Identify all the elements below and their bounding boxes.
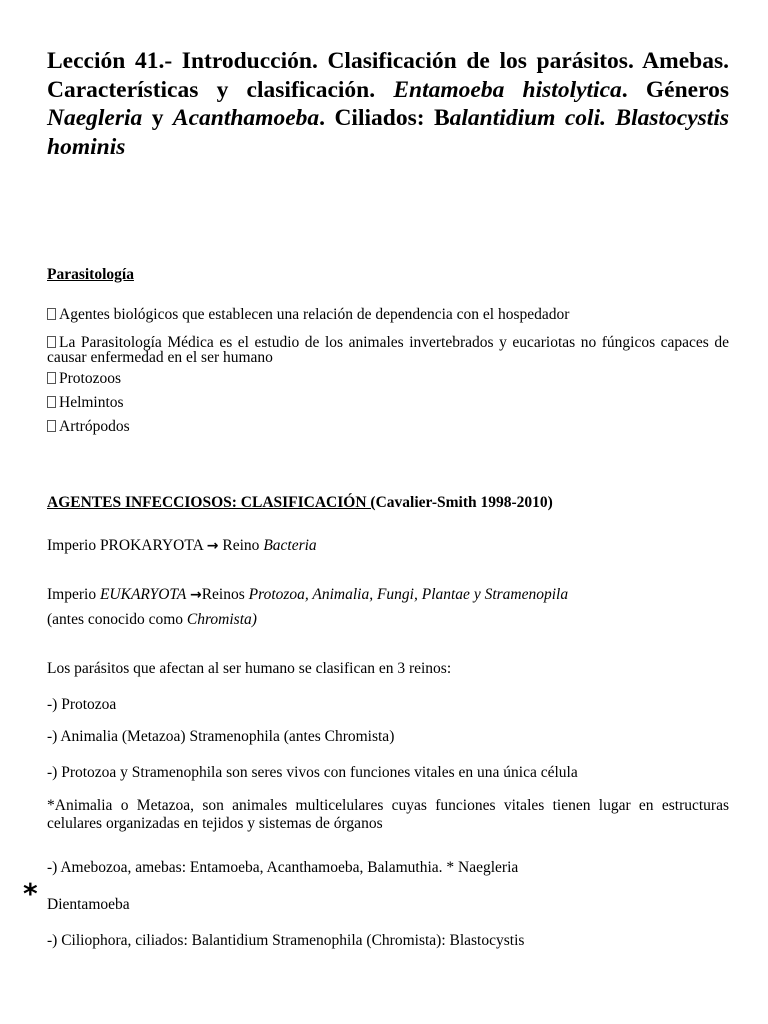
- title-text: Lección 41.- Introducción. Clasificación de los parásitos. Amebas. Características y clasificación.: [47, 48, 729, 103]
- title-acanthamoeba: Acanthamoeba: [172, 105, 320, 131]
- clasificacion-line: -) Protozoa: [47, 696, 117, 713]
- section-heading-parasitologia: Parasitología: [47, 266, 134, 283]
- list-item: La Parasitología Médica es el estudio de los animales invertebrados y eucariotas no fúngicos capaces de causar enfermedad en el ser humano: [47, 334, 729, 366]
- title-entamoeba: Entamoeba histolytica: [393, 76, 622, 103]
- list-item: Helmintos: [47, 394, 124, 412]
- checkbox-glyph-icon: [47, 420, 56, 432]
- clasificacion-paragraph: *Animalia o Metazoa, son animales multicelulares cuyas funciones vitales tienen lugar en estructuras celulares organizadas en tejidos y sistemas de órganos: [47, 797, 729, 832]
- title-balantidium: alantidium coli. Blastocystis hominis: [47, 105, 729, 160]
- clasificacion-line: -) Ciliophora, ciliados: Balantidium Stramenophila (Chromista): Blastocystis: [47, 932, 525, 949]
- eukaryota-line: Imperio EUKARYOTA →Reinos Protozoa, Animalia, Fungi, Plantae y Stramenopila: [47, 586, 569, 603]
- clasificacion-line: -) Animalia (Metazoa) Stramenophila (antes Chromista): [47, 728, 395, 745]
- list-item: Protozoos: [47, 370, 121, 388]
- title-text-3: y: [142, 105, 173, 131]
- title-text-2: . Géneros: [621, 76, 729, 103]
- checkbox-glyph-icon: [47, 308, 56, 320]
- arrow-right-icon: →: [206, 538, 219, 554]
- clasificacion-line: -) Amebozoa, amebas: Entamoeba, Acanthamoeba, Balamuthia. * Naegleria: [47, 859, 519, 876]
- clasificacion-line: -) Protozoa y Stramenophila son seres vivos con funciones vitales en una única célula: [47, 764, 578, 781]
- clasificacion-line: Dientamoeba: [47, 896, 130, 913]
- asterisk-mark: *: [23, 877, 38, 910]
- list-item: Agentes biológicos que establecen una relación de dependencia con el hospedador: [47, 306, 569, 324]
- arrow-right-icon: →: [189, 587, 202, 603]
- title-text-4: . Ciliados: B: [319, 105, 450, 131]
- section-heading-agentes: AGENTES INFECCIOSOS: CLASIFICACIÓN (Cavalier-Smith 1998-2010): [47, 494, 553, 511]
- prokaryota-line: Imperio PROKARYOTA → Reino Bacteria: [47, 537, 317, 554]
- checkbox-glyph-icon: [47, 336, 56, 348]
- title-naegleria: Naegleria: [47, 105, 143, 131]
- page-title: [47, 47, 729, 161]
- clasificacion-intro: Los parásitos que afectan al ser humano se clasifican en 3 reinos:: [47, 660, 452, 677]
- checkbox-glyph-icon: [47, 372, 56, 384]
- list-item: Artrópodos: [47, 418, 130, 436]
- chromista-note: (antes conocido como Chromista): [47, 611, 257, 628]
- checkbox-glyph-icon: [47, 396, 56, 408]
